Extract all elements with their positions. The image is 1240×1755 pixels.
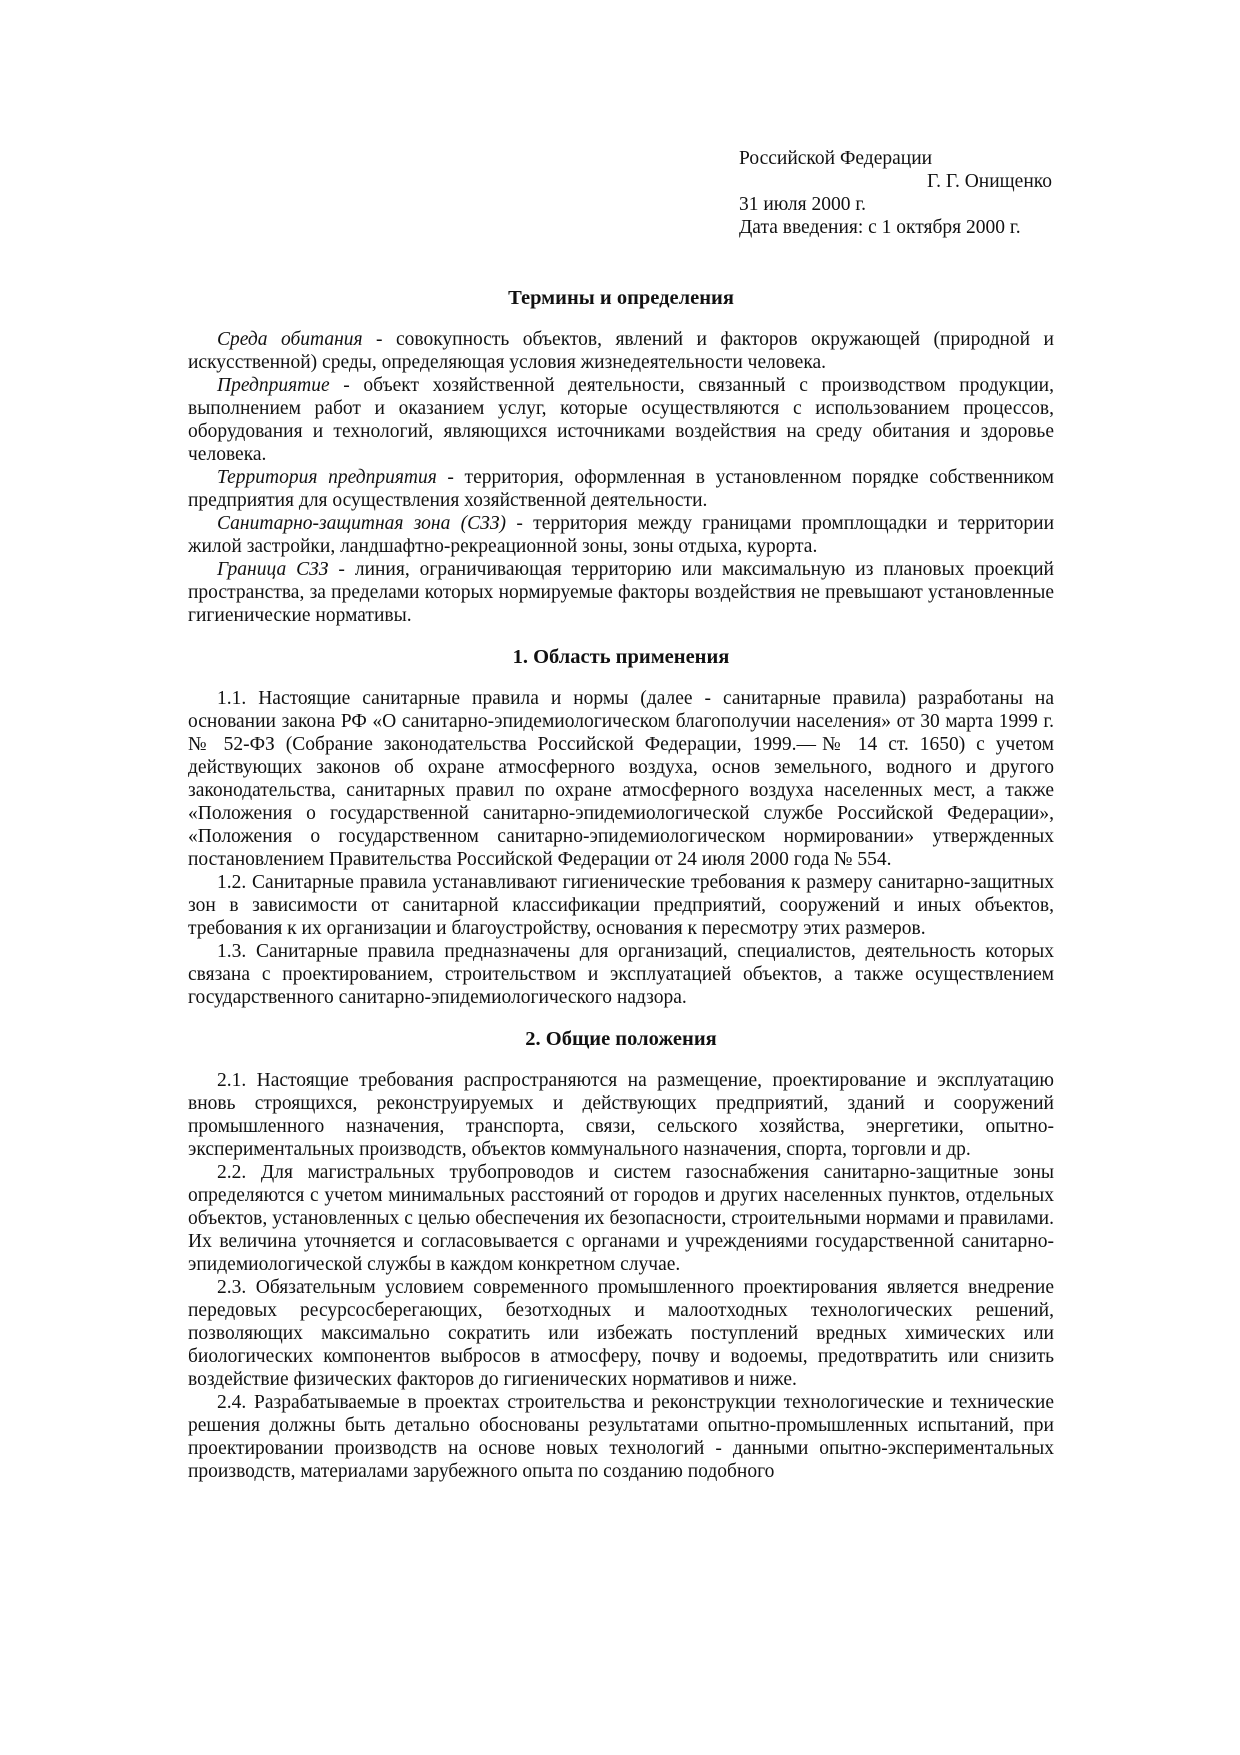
term-definition [188, 512, 1054, 558]
section-2-paragraph: 2.4. Разрабатываемые в проектах строительства и реконструкции технологические и технические решения должны быть детально обоснованы результатами опытно-промышленных испытаний, при проектировании производств на основе новых технологий - данными опытно-экспериментальных производств, материалами зарубежного опыта по созданию подобного [188, 1392, 1054, 1482]
term-name: Санитарно-защитная зона (СЗЗ) [217, 513, 506, 534]
term-definition [188, 328, 1054, 374]
term-name: Среда обитания [217, 329, 363, 350]
header-line-authority: Российской Федерации [739, 148, 933, 169]
term-definition [188, 374, 1054, 466]
approval-header [739, 147, 1059, 239]
term-text: - объект хозяйственной деятельности, связанный с производством продукции, выполнением работ и оказанием услуг, которые осуществляются с использованием процессов, оборудования и технологий, являющихся источниками воздействия на среду обитания и здоровье человека. [188, 375, 1054, 465]
term-name: Территория предприятия [217, 467, 437, 488]
section-1-paragraph: 1.1. Настоящие санитарные правила и нормы (далее - санитарные правила) разработаны на основании закона РФ «О санитарно-эпидемиологическом благополучии населения» от 30 марта 1999 г. № 52-ФЗ (Собрание законодательства Российской Федерации, 1999.—№ 14 ст. 1650) с учетом действующих законов об охране атмосферного воздуха, основ земельного, водного и другого законодательства, санитарных правил по охране атмосферного воздуха населенных мест, а также «Положения о государственной санитарно-эпидемиологической службе Российской Федерации», «Положения о государственном санитарно-эпидемиологическом нормировании» утвержденных постановлением Правительства Российской Федерации от 24 июля 2000 года № 554. [188, 688, 1054, 870]
section-1-paragraph: 1.3. Санитарные правила предназначены для организаций, специалистов, деятельность которых связана с проектированием, строительством и эксплуатацией объектов, а также осуществлением государственного санитарно-эпидемиологического надзора. [188, 941, 1054, 1008]
term-name: Граница СЗЗ [217, 559, 329, 580]
document-body [188, 286, 1054, 1483]
section-1-paragraph: 1.2. Санитарные правила устанавливают гигиенические требования к размеру санитарно-защитных зон в зависимости от санитарной классификации предприятий, сооружений и иных объектов, требования к их организации и благоустройству, основания к пересмотру этих размеров. [188, 872, 1054, 939]
header-line-date: 31 июля 2000 г. [739, 194, 867, 215]
section-2-paragraph: 2.3. Обязательным условием современного промышленного проектирования является внедрение передовых ресурсосберегающих, безотходных и малоотходных технологических решений, позволяющих максимально сократить или избежать поступлений вредных химических или биологических компонентов выбросов в атмосферу, почву и водоемы, предотвратить или снизить воздействие физических факторов до гигиенических нормативов и ниже. [188, 1277, 1054, 1390]
term-text: - линия, ограничивающая территорию или максимальную из плановых проекций пространства, за пределами которых нормируемые факторы воздействия не превышают установленные гигиенические нормативы. [188, 559, 1054, 626]
header-line-signatory: Г. Г. Онищенко [927, 171, 1052, 192]
section-2-title: 2. Общие положения [525, 1028, 717, 1050]
header-line-effective-date: Дата введения: с 1 октября 2000 г. [739, 217, 1021, 238]
term-name: Предприятие [217, 375, 330, 396]
section-2-paragraph: 2.2. Для магистральных трубопроводов и систем газоснабжения санитарно-защитные зоны определяются с учетом минимальных расстояний от городов и других населенных пунктов, отдельных объектов, установленных с целью обеспечения их безопасности, строительными нормами и правилами. Их величина уточняется и согласовывается с органами и учреждениями государственной санитарно-эпидемиологической службы в каждом конкретном случае. [188, 1162, 1054, 1275]
section-2-paragraph: 2.1. Настоящие требования распространяются на размещение, проектирование и эксплуатацию вновь строящихся, реконструируемых и действующих предприятий, зданий и сооружений промышленного назначения, транспорта, связи, сельского хозяйства, энергетики, опытно-экспериментальных производств, объектов коммунального назначения, спорта, торговли и др. [188, 1070, 1054, 1160]
section-1-title: 1. Область применения [512, 646, 730, 668]
term-text: - территория, оформленная в установленном порядке собственником предприятия для осуществления хозяйственной деятельности. [188, 467, 1054, 511]
term-text: - совокупность объектов, явлений и факторов окружающей (природной и искусственной) среды, определяющая условия жизнедеятельности человека. [188, 329, 1054, 373]
term-text: - территория между границами промплощадки и территории жилой застройки, ландшафтно-рекреационной зоны, зоны отдыха, курорта. [188, 513, 1054, 557]
term-definition [188, 466, 1054, 512]
term-definition [188, 558, 1054, 627]
terms-title: Термины и определения [508, 287, 734, 309]
